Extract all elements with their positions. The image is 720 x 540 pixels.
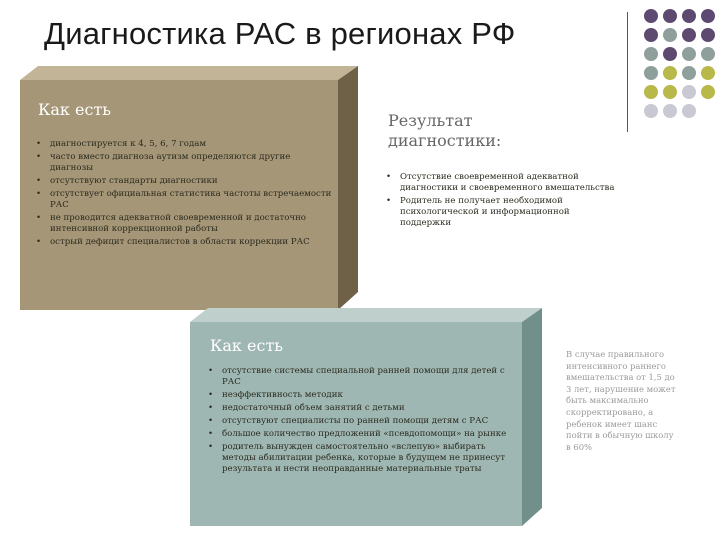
current-state-box-top [20,66,358,310]
box-top-bevel [20,66,358,80]
decor-dot [701,47,715,61]
decor-dot [644,47,658,61]
decor-dot [663,9,677,23]
list-item: • Отсутствие своевременной адекватной диагностики и своевременного вмешательства [386,172,616,194]
decor-dot [663,28,677,42]
decor-dot [701,66,715,80]
decor-dot [682,47,696,61]
list-item: • отсутствуют специалисты по ранней помощи детям с РАС [208,416,514,427]
decorative-dots [640,9,718,121]
box-bullet-list [208,366,514,477]
current-state-box-bottom [190,308,542,526]
decor-dot [663,85,677,99]
list-item: • не проводится адекватной своевременной и достаточно интенсивной коррекционной работы [36,213,332,235]
decor-dot [701,9,715,23]
outcome-note: В случае правильного интенсивного раннего вмешательства от 1,5 до 3 лет, нарушение может быть максимально скорректировано, а ребенок имеет шанс пойти в обычную школу в 60% [566,349,676,452]
decor-dot [682,66,696,80]
list-item: • отсутствуют стандарты диагностики [36,176,332,187]
list-item: • большое количество предложений «псевдопомощи» на рынке [208,429,514,440]
decor-dot [682,28,696,42]
decor-dot [644,85,658,99]
list-item: • недостаточный объем занятий с детьми [208,403,514,414]
decor-dot [701,28,715,42]
list-item: • отсутствует официальная статистика частоты встречаемости РАС [36,189,332,211]
decor-dot [682,104,696,118]
decor-dot [682,9,696,23]
list-item: • острый дефицит специалистов в области коррекции РАС [36,237,332,248]
list-item: • отсутствие системы специальной ранней помощи для детей с РАС [208,366,514,388]
list-item: • неэффективность методик [208,390,514,401]
box-side-bevel [338,66,358,310]
decor-dot [644,104,658,118]
decor-dot [644,66,658,80]
divider-line [627,12,628,132]
box-title: Как есть [210,336,283,355]
decor-dot [663,104,677,118]
box-bullet-list [36,139,332,250]
decor-dot [701,85,715,99]
decor-dot [644,9,658,23]
list-item: • Родитель не получает необходимой психологической и информационной поддержки [386,196,616,229]
box-top-bevel [190,308,542,322]
box-title: Как есть [38,100,111,119]
decor-dot [644,28,658,42]
box-side-bevel [522,308,542,526]
result-bullet-list [386,172,616,231]
slide-title: Диагностика РАС в регионах РФ [44,16,516,51]
list-item: • родитель вынужден самостоятельно «вслепую» выбирать методы абилитации ребенка, которые в будущем не принесут результата и нести неоправданные материальные траты [208,442,514,475]
list-item: • диагностируется к 4, 5, 6, 7 годам [36,139,332,150]
decor-dot [663,47,677,61]
decor-dot [682,85,696,99]
decor-dot [663,66,677,80]
list-item: • часто вместо диагноза аутизм определяются другие диагнозы [36,152,332,174]
result-title: Результат диагностики: [388,111,502,150]
